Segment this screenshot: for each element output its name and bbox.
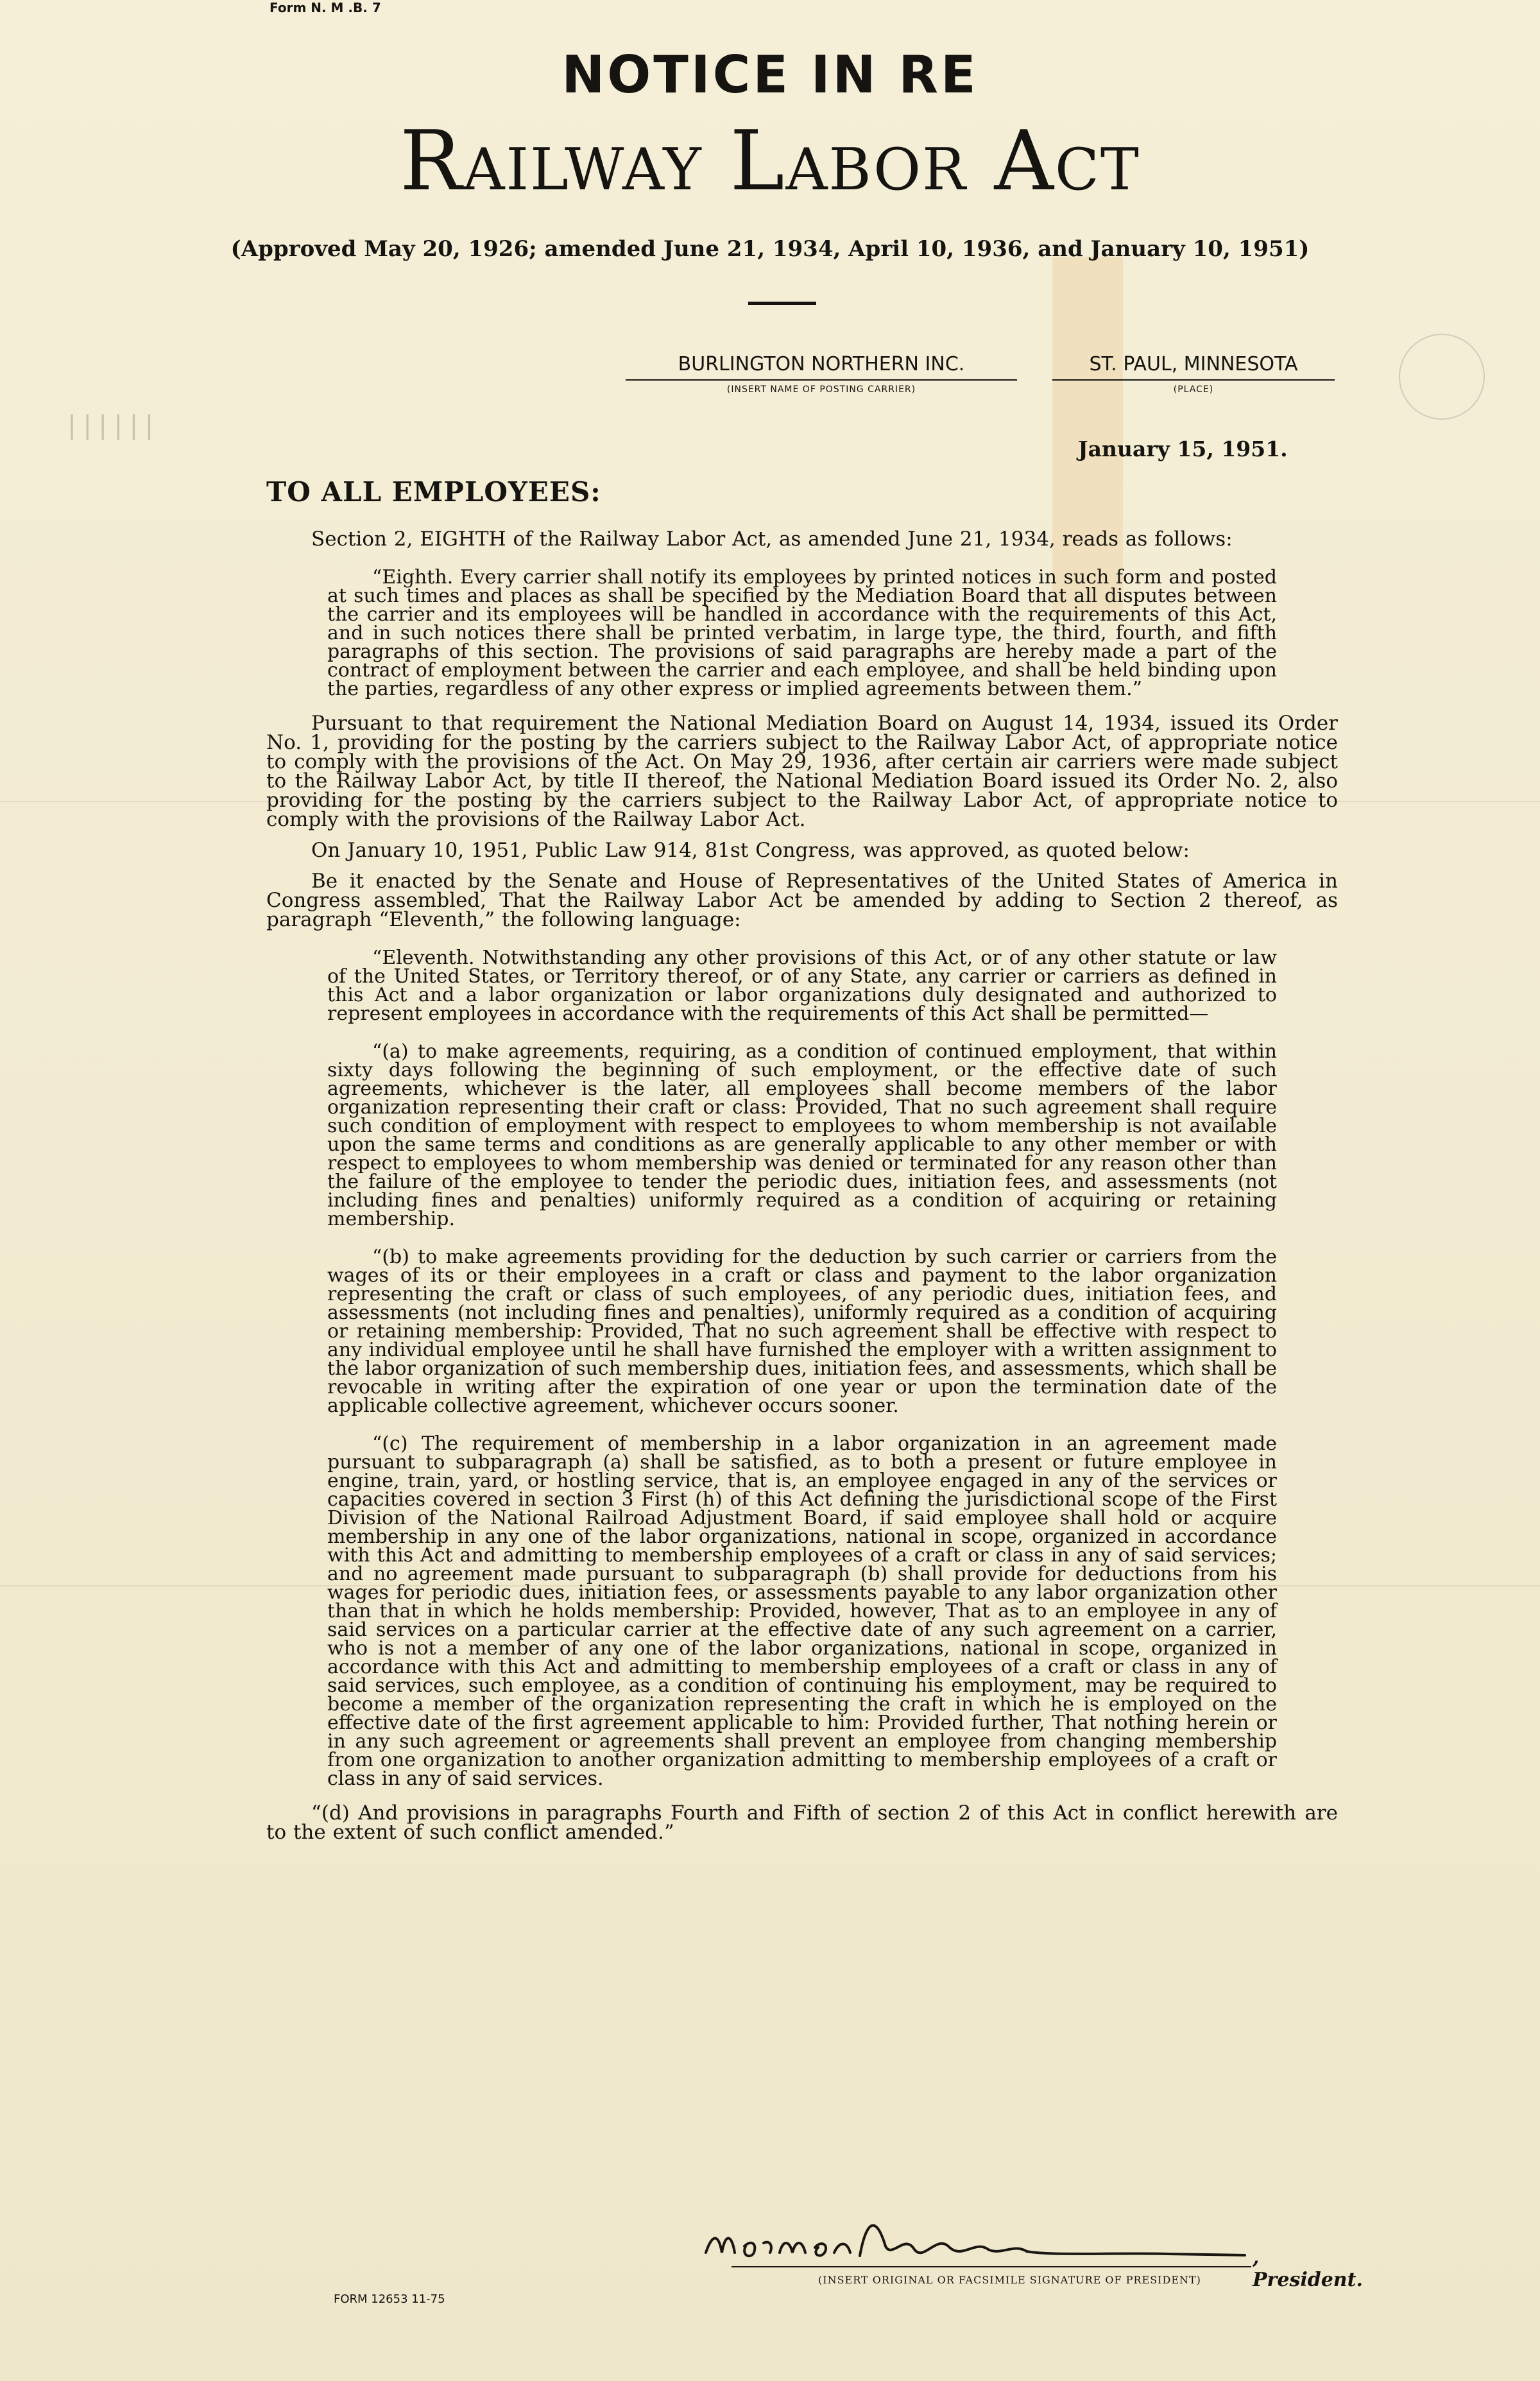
title-notice: NOTICE IN RE [561,45,979,105]
signature-block [693,2208,1363,2291]
form-number-top: Form N. M .B. 7 [270,0,381,15]
paragraph-pursuant: Pursuant to that requirement the National Mediation Board on August 14, 1934, issued its Order No. 1, providing for the posting by the carriers subject to the Railway Labor Act, of appropriate notice to comply with the provisions of the Act. On May 29, 1936, after certain air carriers were made subject to the Railway Labor Act, by title II thereof, the National Mediation Board issued its Order No. 2, also providing for the posting by the carriers subject to the Railway Labor Act, of appropriate notice to comply with the provisions of the Railway Labor Act. [266,712,1338,831]
place-field [1052,353,1335,395]
paragraph-section-2: Section 2, EIGHTH of the Railway Labor Act, as amended June 21, 1934, reads as follows: [311,528,1233,551]
quote-eighth: “Eighth. Every carrier shall notify its employees by printed notices in such form and posted at such times and places as shall be specified by the Mediation Board that all disputes between the carrier and its employees will be handled in accordance with the requirements of this Act, and in such notices there shall be printed verbatim, in large type, the third, fourth, and fifth paragraphs of this section. The provisions of said paragraphs are hereby made a part of the contract of employment between the carrier and each employee, and shall be held binding upon the parties, regardless of any other express or implied agreements between them.” [327,566,1277,700]
place: ST. PAUL, MINNESOTA [1089,353,1298,375]
postmark-stamp [1399,334,1485,420]
paragraph-enacted: Be it enacted by the Senate and House of Representatives of the United States of America in Congress assembled, That the Railway Labor Act be amended by adding to Section 2 thereof, as paragraph “Eleventh,” the following language: [266,870,1338,931]
quote-subparagraph-c: “(c) The requirement of membership in a labor organization in an agreement made pursuant to subparagraph (a) shall be satisfied, as to both a present or future employee in engine, train, yard, or hostling service, that is, an employee engaged in any of the services or capacities covered in section 3 First (h) of this Act defining the jurisdictional scope of the First Division of the National Railroad Adjustment Board, if said employee shall hold or acquire membership in any one of the labor organizations, national in scope, organized in accordance with this Act and admitting to membership employees of a craft or class in any of said services; and no agreement made pursuant to subparagraph (b) shall provide for deductions from his wages for periodic dues, initiation fees, or assessments payable to any labor organization other than that in which he holds membership: Provided, however, That as to an employee in any of said services on a particular carrier at the effective date of any such agreement on a carrier, who is not a member of any one of the labor organizations, national in scope, organized in accordance with this Act and admitting to membership employees of a craft or class in any of said services, such employee, as a condition of continuing his employment, may be required to become a member of the organization representing the craft in which he is employed on the effective date of the first agreement applicable to him: Provided further, That nothing herein or in any such agreement or agreements shall prevent an employee from changing membership from one organization to another organization admitting to membership employees of a craft or class in any of said services. [327,1432,1277,1790]
quote-subparagraph-b: “(b) to make agreements providing for the deduction by such carrier or carriers from the wages of its or their employees in a craft or class and payment to the labor organization representing the craft or class of such employees, of any periodic dues, initiation fees, and assessments (not including fines and penalties), uniformly required as a condition of acquiring or retaining membership: Provided, That no such agreement shall be effective with respect to any individual employee until he shall have furnished the employer with a written assignment to the labor organization of such membership dues, initiation fees, and assessments, which shall be revocable in writing after the expiration of one year or upon the termination date of the applicable collective agreement, whichever occurs sooner. [327,1246,1277,1417]
paragraph-public-law: On January 10, 1951, Public Law 914, 81st Congress, was approved, as quoted below: [311,839,1190,862]
carrier-name-line [626,379,1017,381]
president-label: , President. [1253,2246,1363,2291]
notice-date: January 15, 1951. [1078,436,1288,461]
place-line [1052,379,1335,381]
quote-eleventh: “Eleventh. Notwithstanding any other provisions of this Act, or of any other statute or law of the United States, or Territory thereof, or of any State, any carrier or carriers as defined in this Act and a labor organization or labor organizations duly designated and authorized to represent employees in accordance with the requirements of this Act shall be permitted— [327,947,1277,1025]
quote-subparagraph-d: “(d) And provisions in paragraphs Fourth and Fifth of section 2 of this Act in conflict herewith are to the extent of such conflict amended.” [266,1801,1338,1844]
carrier-name-caption: (INSERT NAME OF POSTING CARRIER) [726,384,916,395]
notice-body [266,529,1338,1853]
quote-subparagraph-a: “(a) to make agreements, requiring, as a condition of continued employment, that within sixty days following the beginning of such employment, or the effective date of such agreements, whichever is the later, all employees shall become members of the labor organization representing their craft or class: Provided, That no such agreement shall require such condition of employment with respect to employees to whom membership is not available upon the same terms and conditions as are generally applicable to any other member or with respect to employees to whom membership was denied or terminated for any reason other than the failure of the employee to tender the periodic dues, initiation fees, and assessments (not including fines and penalties) uniformly required as a condition of acquiring or retaining membership. [327,1040,1277,1230]
signature-image [693,2208,1258,2272]
form-number-bottom: FORM 12653 11-75 [334,2292,445,2306]
signature-caption: (INSERT ORIGINAL OR FACSIMILE SIGNATURE OF PRESIDENT) [818,2274,1201,2286]
salutation: TO ALL EMPLOYEES: [266,476,601,508]
title-rule [748,302,816,305]
faint-marks: |||||| [64,411,157,440]
title-act: Railway Labor Act [400,114,1140,209]
approval-dates: (Approved May 20, 1926; amended June 21, 1934, April 10, 1936, and January 10, 1951) [230,236,1310,262]
carrier-name-field [626,353,1017,395]
place-caption: (PLACE) [1173,384,1214,395]
carrier-name: BURLINGTON NORTHERN INC. [678,353,965,375]
